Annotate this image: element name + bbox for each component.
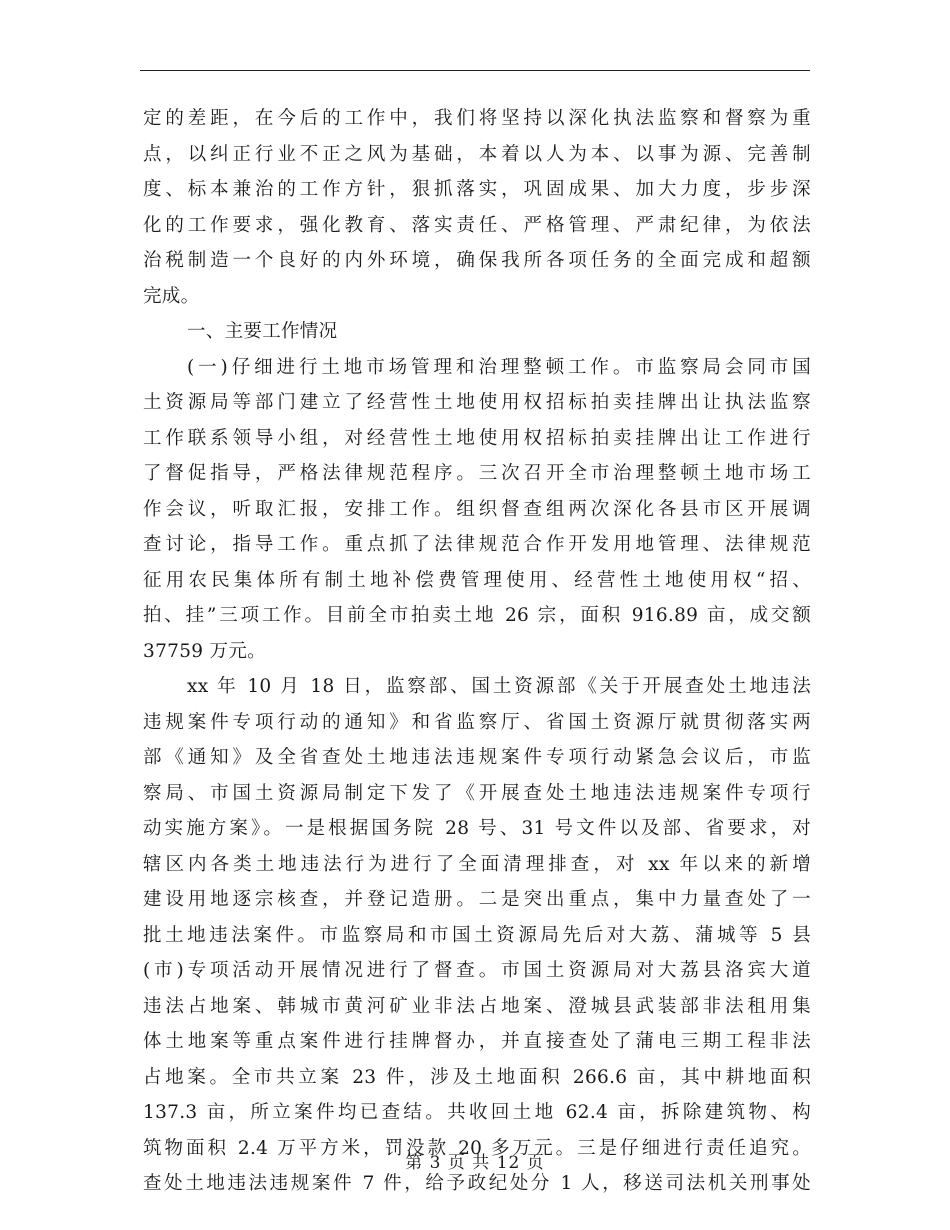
text-line: 37759 万元。 [143,640,266,662]
text-line: 查讨论，指导工作。重点抓了法律规范合作开发用地管理、法律规范 [143,534,811,555]
text-line: 筑物面积 2.4 万平方米，罚没款 20 多万元。三是仔细进行责任追究。 [143,1137,811,1159]
text-line: 征用农民集体所有制土地补偿费管理使用、经营性土地使用权“招、 [143,569,811,591]
text-line: 工作联系领导小组，对经营性土地使用权招标拍卖挂牌出让工作进行 [143,427,811,449]
text-line: 占地案。全市共立案 23 件，涉及土地面积 266.6 亩，其中耕地面积 [143,1066,811,1088]
text-line: 建设用地逐宗核查，并登记造册。二是突出重点，集中力量查处了一 [143,889,811,910]
page-footer [0,1148,950,1173]
text-line: 治税制造一个良好的内外环境，确保我所各项任务的全面完成和超额 [143,250,811,271]
text-line: 动实施方案》。一是根据国务院 28 号、31 号文件以及部、省要求，对 [143,818,811,839]
text-line: 违规案件专项行动的通知》和省监察厅、省国土资源厅就贯彻落实两 [143,711,811,733]
text-line: 化的工作要求，强化教育、落实责任、严格管理、严肃纪律，为依法 [143,214,811,236]
text-line: 土资源局等部门建立了经营性土地使用权招标拍卖挂牌出让执法监察 [143,392,811,413]
text-line: 查处土地违法违规案件 7 件，给予政纪处分 1 人，移送司法机关刑事处 [143,1173,811,1194]
text-line: 察局、市国土资源局制定下发了《开展查处土地违法违规案件专项行 [143,782,811,804]
text-line: xx 年 10 月 18 日，监察部、国土资源部《关于开展查处土地违法 [187,676,811,697]
text-line: 完成。 [143,285,200,307]
text-line: (一)仔细进行土地市场管理和治理整顿工作。市监察局会同市国 [187,356,811,378]
text-line: 了督促指导，严格法律规范程序。三次召开全市治理整顿土地市场工 [143,463,811,484]
text-line: 体土地案等重点案件进行挂牌督办，并直接查处了蒲电三期工程非法 [143,1031,811,1052]
header-rule [140,70,810,71]
document-body [143,101,811,1202]
text-line: 定的差距，在今后的工作中，我们将坚持以深化执法监察和督察为重 [143,108,811,129]
text-line: 点，以纠正行业不正之风为基础，本着以人为本、以事为源、完善制 [143,143,811,165]
text-line: (市)专项活动开展情况进行了督查。市国土资源局对大荔县洛宾大道 [143,960,811,981]
text-line: 拍、挂”三项工作。目前全市拍卖土地 26 宗，面积 916.89 亩，成交额 [143,605,811,626]
text-line: 作会议，听取汇报，安排工作。组织督查组两次深化各县市区开展调 [143,498,811,520]
page-number-label: 第 3 页 共 12 页 [405,1153,545,1173]
text-line: 违法占地案、韩城市黄河矿业非法占地案、澄城县武装部非法租用集 [143,995,811,1017]
text-line: 一、主要工作情况 [187,321,338,342]
text-line: 部《通知》及全省查处土地违法违规案件专项行动紧急会议后，市监 [143,747,811,768]
text-line: 批土地违法案件。市监察局和市国土资源局先后对大荔、蒲城等 5 县 [143,924,811,946]
text-line: 辖区内各类土地违法行为进行了全面清理排查，对 xx 年以来的新增 [143,853,811,875]
text-line: 度、标本兼治的工作方针，狠抓落实，巩固成果、加大力度，步步深 [143,179,811,200]
text-line: 137.3 亩，所立案件均已查结。共收回土地 62.4 亩，拆除建筑物、构 [143,1102,811,1123]
